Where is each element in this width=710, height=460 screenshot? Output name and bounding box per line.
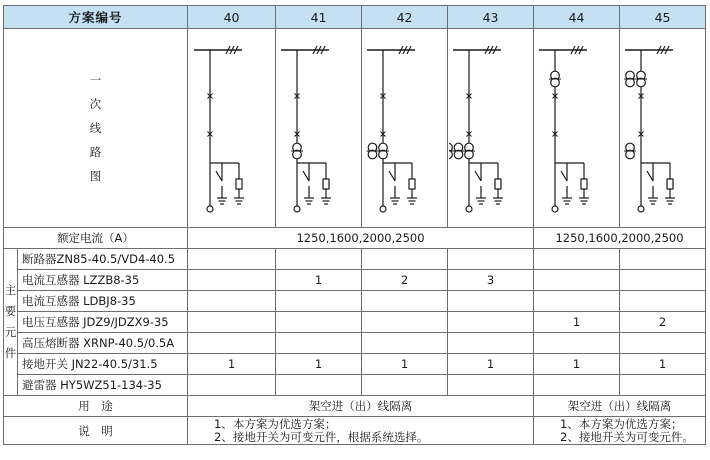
component-qty-45: 1 (620, 354, 706, 375)
component-name: 避雷器 HY5WZ51-134-35 (18, 375, 188, 396)
note-line: 1、本方案为优选方案； (560, 416, 683, 431)
notes-label: 说 明 (4, 417, 188, 445)
component-row (4, 375, 706, 396)
component-qty-45 (620, 333, 706, 354)
component-qty-44: 1 (534, 312, 620, 333)
diagram-label-char: 路 (89, 145, 102, 159)
component-qty-45 (620, 291, 706, 312)
component-name: 高压熔断器 XRNP-40.5/0.5A (18, 333, 188, 354)
component-name: 接地开关 JN22-40.5/31.5 (18, 354, 188, 375)
rated-current-row (4, 228, 706, 249)
note-line: 2、接地开关为可变元件，根据系统选择。 (214, 429, 429, 444)
component-qty-42 (362, 291, 448, 312)
component-qty-40 (188, 270, 276, 291)
component-row (4, 333, 706, 354)
component-qty-44 (534, 291, 620, 312)
scheme-number-40: 40 (188, 6, 276, 29)
component-row (4, 312, 706, 333)
usage-label: 用 途 (4, 396, 188, 417)
earth-switch-blade (216, 171, 222, 181)
usage-value-group1: 架空进（出）线隔离 (188, 396, 534, 417)
earth-switch-blade (389, 171, 395, 181)
arrester-body (409, 179, 415, 189)
component-qty-40 (188, 375, 276, 396)
component-qty-43: 1 (448, 354, 534, 375)
side-label-char: 主 (4, 283, 17, 297)
component-qty-43 (448, 333, 534, 354)
schematic-cell-43 (448, 29, 534, 228)
main-components-section (4, 249, 706, 396)
component-row (4, 291, 706, 312)
schematic-cell-45 (620, 29, 706, 228)
arrester-body (495, 179, 501, 189)
schematic-45 (621, 31, 705, 225)
component-qty-41: 1 (276, 354, 362, 375)
component-qty-41 (276, 291, 362, 312)
scheme-number-41: 41 (276, 6, 362, 29)
arrester-body (667, 179, 673, 189)
component-qty-40 (188, 333, 276, 354)
scheme-number-label: 方案编号 (4, 6, 188, 29)
diagram-row-label (4, 29, 188, 228)
component-qty-45: 2 (620, 312, 706, 333)
note-line: 1、本方案为优选方案； (214, 416, 337, 431)
notes-group1 (188, 417, 534, 445)
component-qty-44 (534, 270, 620, 291)
component-qty-43 (448, 375, 534, 396)
schematic-44 (535, 31, 619, 225)
component-qty-42: 1 (362, 354, 448, 375)
component-qty-45 (620, 375, 706, 396)
scheme-number-42: 42 (362, 6, 448, 29)
notes-row (4, 417, 706, 445)
arrester-body (236, 179, 242, 189)
component-qty-44: 1 (534, 354, 620, 375)
component-name: 断路器ZN85-40.5/VD4-40.5 (18, 249, 188, 270)
scheme-number-43: 43 (448, 6, 534, 29)
rated-current-value-group2: 1250,1600,2000,2500 (534, 228, 706, 249)
component-qty-41 (276, 249, 362, 270)
component-qty-40: 1 (188, 354, 276, 375)
component-name: 电流互感器 LDBJ8-35 (18, 291, 188, 312)
usage-value-group2: 架空进（出）线隔离 (534, 396, 706, 417)
component-row (4, 270, 706, 291)
scheme-spec-sheet (3, 5, 705, 455)
component-name: 电压互感器 JDZ9/JDZX9-35 (18, 312, 188, 333)
component-qty-43 (448, 312, 534, 333)
component-qty-44 (534, 333, 620, 354)
component-qty-43 (448, 249, 534, 270)
rated-current-label: 额定电流（A） (4, 228, 188, 249)
schematic-cell-42 (362, 29, 448, 228)
rated-current-value-group1: 1250,1600,2000,2500 (188, 228, 534, 249)
cable-terminal-icon (466, 206, 472, 212)
note-line: 2、接地开关为可变元件。 (560, 429, 694, 444)
earth-switch-blade (303, 171, 309, 181)
component-qty-41 (276, 312, 362, 333)
schematic-41 (277, 31, 361, 225)
component-row (4, 249, 706, 270)
diagram-label-char: 线 (89, 121, 102, 135)
side-label-char: 件 (4, 346, 17, 360)
component-name: 电流互感器 LZZB8-35 (18, 270, 188, 291)
arrester-body (581, 179, 587, 189)
schematic-40 (190, 31, 274, 225)
schematic-cell-44 (534, 29, 620, 228)
schematic-cell-40 (188, 29, 276, 228)
component-qty-41 (276, 333, 362, 354)
diagram-label-char: 图 (89, 169, 102, 183)
diagram-label-char: 次 (89, 97, 102, 111)
cable-terminal-icon (380, 206, 386, 212)
component-qty-40 (188, 312, 276, 333)
component-qty-45 (620, 270, 706, 291)
cable-terminal-icon (552, 206, 558, 212)
arrester-body (323, 179, 329, 189)
component-qty-44 (534, 375, 620, 396)
main-components-side-label (4, 249, 18, 396)
cable-terminal-icon (294, 206, 300, 212)
scheme-table (3, 5, 706, 445)
header-row (4, 6, 706, 29)
component-qty-45 (620, 249, 706, 270)
diagram-row (4, 29, 706, 228)
component-qty-41: 1 (276, 270, 362, 291)
schematic-43 (449, 31, 533, 225)
cable-terminal-icon (638, 206, 644, 212)
side-label-char: 要 (4, 304, 17, 318)
earth-switch-blade (475, 171, 481, 181)
schematic-42 (363, 31, 447, 225)
component-qty-42 (362, 249, 448, 270)
component-qty-40 (188, 291, 276, 312)
component-qty-42 (362, 333, 448, 354)
scheme-number-45: 45 (620, 6, 706, 29)
component-row (4, 354, 706, 375)
earth-switch-blade (561, 171, 567, 181)
component-qty-42 (362, 312, 448, 333)
component-qty-44 (534, 249, 620, 270)
component-qty-42 (362, 375, 448, 396)
component-qty-40 (188, 249, 276, 270)
component-qty-43: 3 (448, 270, 534, 291)
side-label-char: 元 (4, 325, 17, 339)
notes-group2 (534, 417, 706, 445)
component-qty-41 (276, 375, 362, 396)
usage-row (4, 396, 706, 417)
component-qty-42: 2 (362, 270, 448, 291)
diagram-label-char: 一 (89, 73, 102, 87)
earth-switch-blade (647, 171, 653, 181)
schematic-cell-41 (276, 29, 362, 228)
component-qty-43 (448, 291, 534, 312)
scheme-number-44: 44 (534, 6, 620, 29)
cable-terminal-icon (207, 206, 213, 212)
